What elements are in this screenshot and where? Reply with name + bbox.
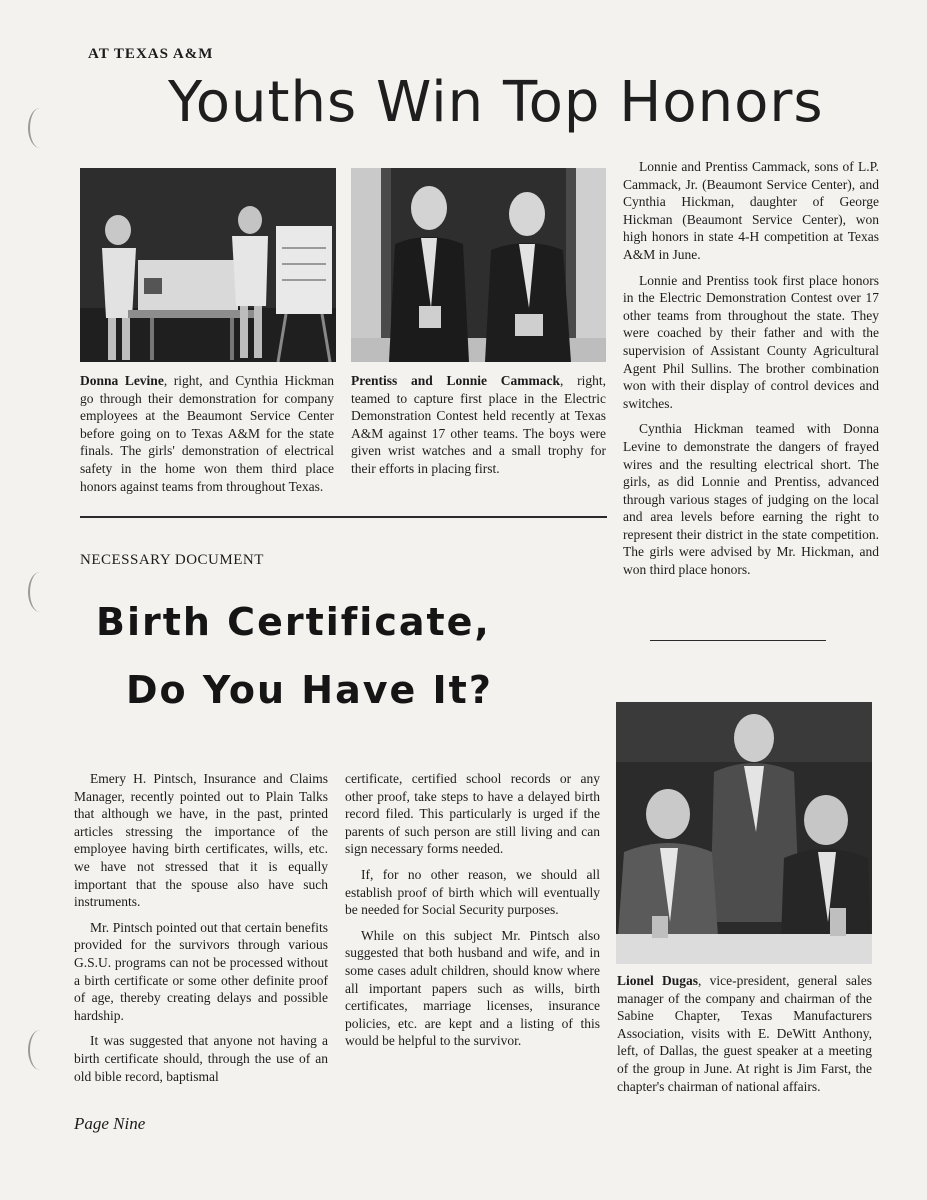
section-kicker: AT TEXAS A&M xyxy=(88,46,214,62)
article-paragraph: If, for no other reason, we should all establish proof of birth which will eventually be needed for Social Security purposes. xyxy=(345,866,600,918)
section-divider xyxy=(80,516,607,518)
dugas-meeting-photo xyxy=(616,702,872,964)
birth-article-column-2 xyxy=(345,770,600,1058)
article-paragraph: It was suggested that anyone not having a birth certificate should, through the use of an old bible record, baptismal xyxy=(74,1033,328,1084)
page-number: Page Nine xyxy=(74,1114,146,1133)
page-headline: Youths Win Top Honors xyxy=(168,70,824,135)
punch-hole-mark xyxy=(28,1030,52,1070)
caption-lead: Donna Levine xyxy=(80,373,164,388)
article-paragraph: Cynthia Hickman teamed with Donna Levine to demonstrate the dangers of frayed wires and the resulting electrical short. The girls, as did Lonnie and Prentiss, advanced through various stages of judging on the local and area levels before earning the right to represent their district in the state competition. The girls were advised by Mr. Hickman, and won third place honors. xyxy=(623,421,879,578)
brothers-photo-caption xyxy=(351,372,606,478)
article-headline-line2: Do You Have It? xyxy=(126,668,493,712)
cammack-brothers-photo xyxy=(351,168,606,362)
dugas-photo-caption xyxy=(617,972,872,1095)
caption-text: , right, and Cynthia Hickman go through their demonstration for company employees at the Beaumont Service Center before going on to Texas A&M for the state finals. The girls' demonstration of electrical safety in the home won them third place honors against teams from throughout Texas. xyxy=(80,373,334,494)
article-paragraph: Lonnie and Prentiss Cammack, sons of L.P. Cammack, Jr. (Beaumont Service Center), and Cynthia Hickman, daughter of George Hickman (Beaumont Service Center), won high honors in state 4-H competition at Texas A&M in June. xyxy=(623,159,879,262)
section-kicker: NECESSARY DOCUMENT xyxy=(80,552,264,568)
girls-demonstration-photo xyxy=(80,168,336,362)
demo-photo-caption xyxy=(80,372,334,495)
article-headline-line1: Birth Certificate, xyxy=(96,600,491,644)
punch-hole-mark xyxy=(28,108,52,148)
article-paragraph: Emery H. Pintsch, Insurance and Claims Manager, recently pointed out to Plain Talks that although we have, in the past, printed articles stressing the importance of the employee having birth certificates, wills, etc. we have not stressed that it is equally important that the spouse also have such instruments. xyxy=(74,771,328,910)
article-paragraph: Mr. Pintsch pointed out that certain benefits provided for the survivors through various G.S.U. programs can not be processed without a birth certificate or some other definite proof of age, thereby creating delays and possible hardship. xyxy=(74,919,328,1023)
caption-lead: Prentiss and Lonnie Cammack xyxy=(351,373,560,388)
punch-hole-mark xyxy=(28,572,52,612)
caption-text: , right, teamed to capture first place in the Electric Demonstration Contest held recently at Texas A&M against 17 other teams. The boys were given wrist watches and a small trophy for their efforts in placing first. xyxy=(351,373,606,476)
caption-text: , vice-president, general sales manager of the company and chairman of the Sabine Chapter, Texas Manufacturers Association, visits with E. DeWitt Anthony, left, of Dallas, the guest speaker at a meeting of the group in June. At right is Jim Farst, the chapter's chairman of national affairs. xyxy=(617,973,872,1094)
article-paragraph: Lonnie and Prentiss took first place honors in the Electric Demonstration Contest over 17 other teams from throughout the state. They were coached by their father and with the supervision of Assistant County Agricultural Agent Phil Sullins. The brother combination won with their display of control devices and switches. xyxy=(623,272,879,411)
column-end-rule xyxy=(650,640,826,641)
article-paragraph: While on this subject Mr. Pintsch also suggested that both husband and wife, and in some cases adult children, should know where all important papers such as wills, birth certificates, marriage licenses, insurance policies, etc. are kept and a listing of this would be helpful to the survivor. xyxy=(345,927,600,1049)
honors-article-body xyxy=(623,158,879,587)
article-paragraph: certificate, certified school records or any other proof, take steps to have a delayed birth record filed. This particularly is urged if the parents of such person are still living and can sign necessary forms needed. xyxy=(345,771,600,857)
caption-lead: Lionel Dugas xyxy=(617,973,699,988)
birth-article-column-1 xyxy=(74,770,328,1093)
